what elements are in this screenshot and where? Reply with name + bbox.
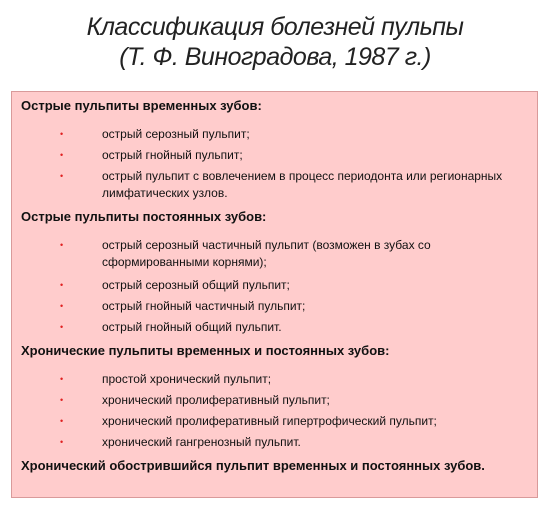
list-item-text: острый пульпит с вовлечением в процесс периодонта или регионарных лимфатических узлов. bbox=[102, 169, 503, 200]
bullet-icon: • bbox=[60, 240, 64, 250]
bullet-icon: • bbox=[60, 322, 64, 332]
list-item-text: хронический пролиферативный пульпит; bbox=[102, 393, 330, 407]
list-item-text: острый серозный частичный пульпит (возможен в зубах со сформированными корнями); bbox=[102, 238, 431, 269]
bullet-icon: • bbox=[60, 129, 64, 139]
list-item-text: простой хронический пульпит; bbox=[102, 372, 272, 386]
classification-box bbox=[11, 91, 538, 498]
bullet-icon: • bbox=[60, 437, 64, 447]
bullet-icon: • bbox=[60, 301, 64, 311]
title-line-1: Классификация болезней пульпы bbox=[86, 13, 464, 41]
title-line-2: (Т. Ф. Виноградова, 1987 г.) bbox=[119, 43, 431, 71]
list-item-text: острый гнойный пульпит; bbox=[102, 148, 243, 162]
list-item-text: острый серозный пульпит; bbox=[102, 127, 250, 141]
section-heading-chronic-exacerbated: Хронический обострившийся пульпит временных и постоянных зубов. bbox=[21, 458, 485, 473]
list-item-text: острый гнойный общий пульпит. bbox=[102, 320, 282, 334]
list-item-text: хронический пролиферативный гипертрофический пульпит; bbox=[102, 414, 437, 428]
section-heading-acute-temporary: Острые пульпиты временных зубов: bbox=[21, 98, 262, 113]
page-title bbox=[0, 12, 550, 72]
bullet-icon: • bbox=[60, 416, 64, 426]
list-item-text: хронический гангренозный пульпит. bbox=[102, 435, 301, 449]
section-heading-acute-permanent: Острые пульпиты постоянных зубов: bbox=[21, 209, 267, 224]
section-heading-chronic: Хронические пульпиты временных и постоянных зубов: bbox=[21, 343, 390, 358]
bullet-icon: • bbox=[60, 171, 64, 181]
bullet-icon: • bbox=[60, 374, 64, 384]
bullet-icon: • bbox=[60, 395, 64, 405]
list-item-text: острый серозный общий пульпит; bbox=[102, 278, 290, 292]
bullet-icon: • bbox=[60, 150, 64, 160]
bullet-icon: • bbox=[60, 280, 64, 290]
list-item-text: острый гнойный частичный пульпит; bbox=[102, 299, 306, 313]
